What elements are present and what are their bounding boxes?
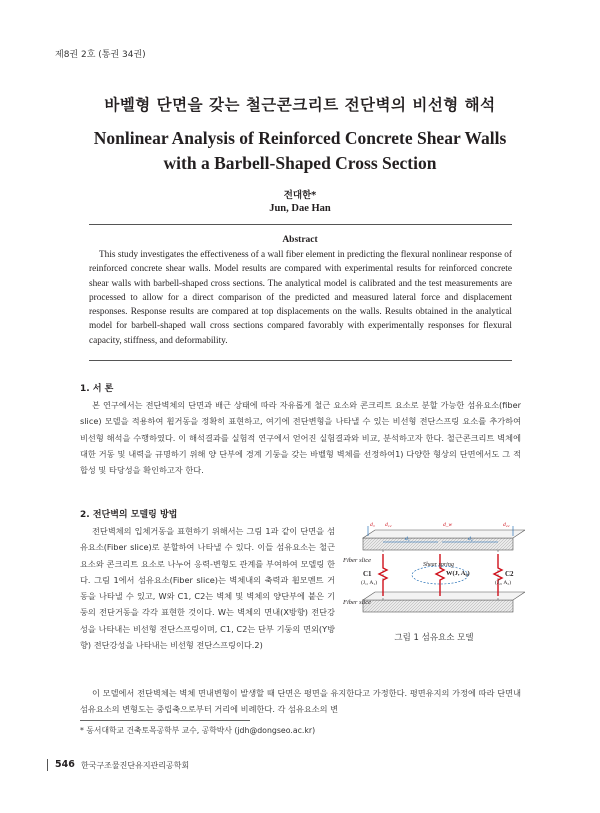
title-english-line-1: Nonlinear Analysis of Reinforced Concrete Shear Walls [93, 128, 507, 148]
fig-label-c1: C1 [363, 570, 372, 578]
fig-label-c1-params: (J₁, A₁) [361, 580, 378, 586]
fig-label-d3: d₃ [370, 522, 375, 528]
author-korean: 전대한* [283, 190, 317, 201]
author-english: Jun, Dae Han [269, 203, 331, 214]
section-2-heading: 2. 전단벽의 모델링 방법 [80, 510, 178, 520]
page-number-bar [47, 759, 48, 771]
fig-label-dw: d_w [443, 522, 453, 528]
journal-name: 한국구조물진단유지관리공학회 [81, 761, 190, 770]
fig-label-shear-spring: Shear spring [423, 562, 454, 568]
fig-label-c2: C2 [505, 570, 514, 578]
figure-1-caption: 그림 1 섬유요소 모델 [394, 633, 474, 643]
abstract-top-rule [89, 224, 512, 225]
fig-label-d1: d₁ [405, 536, 410, 542]
fig-label-fiber-slice-bottom: Fiber slice [343, 599, 371, 606]
footnote-rule [80, 720, 250, 721]
fig-label-d2: d₂ [468, 536, 473, 542]
abstract-heading: Abstract [282, 235, 318, 245]
page-number: 546 [55, 759, 75, 770]
abstract-bottom-rule [89, 360, 512, 361]
title-korean: 바벨형 단면을 갖는 철근콘크리트 전단벽의 비선형 해석 [104, 96, 496, 114]
issue-info: 제8권 2호 (통권 34권) [55, 50, 146, 60]
figure-1-fiber-model [343, 520, 525, 622]
abstract-text: This study investigates the effectiveness of a wall fiber element in predicting the flexural nonlinear response of reinforced concrete shear walls. Model results are compared with experimental results for reinforced concrete shear walls with barbell-shaped cross sections. The analytical model is calibrated and the test measurements are processed to allow for a direct comparison of the predicted and measured lateral force and displacement responses. Response results are compared at top displacements on the walls. Results obtained in the analytical model for barbell-shaped wall cross sections compared favorably with experimentally responses for flexural capacity, stiffness, and deformability. [89, 250, 512, 346]
section-2-text: 전단벽체의 입체거동을 표현하기 위해서는 그림 1과 같이 단면을 섬유요소(Fiber slice)로 분할하여 나타낼 수 있다. 이들 섬유요소는 철근 요소와 콘크리트 요소로 나누어 응력-변형도 관계를 부여하여 모델링 한다. 그림 1에서 섬유요소(Fiber slice)는 벽체내의 축력과 휨모멘트 거동을 나타낼 수 있고, W와 C1, C2는 벽체 및 벽체의 양단부에 붙은 기둥의 전단거동을 각각 표현한 것이다. W는 벽체의 면내(X방향) 전단강성을 나타내는 비선형 전단스프링이며, C1, C2는 단부 기둥의 면외(Y방향) 전단강성을 나타내는 비선형 전단스프링이다.2) [80, 526, 335, 651]
fig-label-c2-params: (J₂, A₂) [495, 580, 512, 586]
top-slab [363, 538, 513, 550]
section-1-heading: 1. 서 론 [80, 384, 114, 394]
title-english-line-2: with a Barbell-Shaped Cross Section [163, 153, 437, 173]
fig-label-w: W(J, A₀) [446, 570, 470, 577]
top-slab-depth [363, 530, 525, 538]
bottom-slab [363, 600, 513, 612]
section-1-text: 본 연구에서는 전단벽체의 단면과 배근 상태에 따라 자유롭게 철근 요소와 콘크리트 요소로 분할 가능한 섬유요소(fiber slice) 모델을 적용하여 휨거동을 정확히 표현하고, 여기에 전단변형을 나타낼 수 있는 비선형 전단스프링 요소를 추가하여 비선형 해석을 수행하였다. 이 해석결과를 실험적 연구에서 얻어진 실험결과와 비교, 분석하고자 한다. 철근콘크리트 벽체에 대한 거동 및 내력을 규명하기 위해 양 단부에 경계 기둥을 갖는 바벨형 벽체를 선정하여1) 다양한 형상의 단면에서도 그 적합성 및 타당성을 확인하고자 한다. [80, 400, 521, 476]
bottom-slab-depth [363, 592, 525, 600]
fig-label-fiber-slice-top: Fiber slice [343, 557, 371, 564]
author-footnote: * 동서대학교 건축토목공학부 교수, 공학박사 (jdh@dongseo.ac.kr) [80, 726, 316, 735]
title-english [0, 126, 600, 176]
fig-label-d2-top: d₂₂ [503, 522, 510, 528]
fig-label-d1-top: d₁₂ [385, 522, 392, 528]
spring-w [436, 554, 444, 596]
section-2-continuation: 이 모델에서 전단벽체는 벽체 면내변형이 발생할 때 단면은 평면을 유지한다고 가정한다. 평면유지의 가정에 따라 단면내 섬유요소의 변형도는 중립축으로부터 거리에 비례한다. 각 섬유요소의 변 [80, 688, 521, 715]
